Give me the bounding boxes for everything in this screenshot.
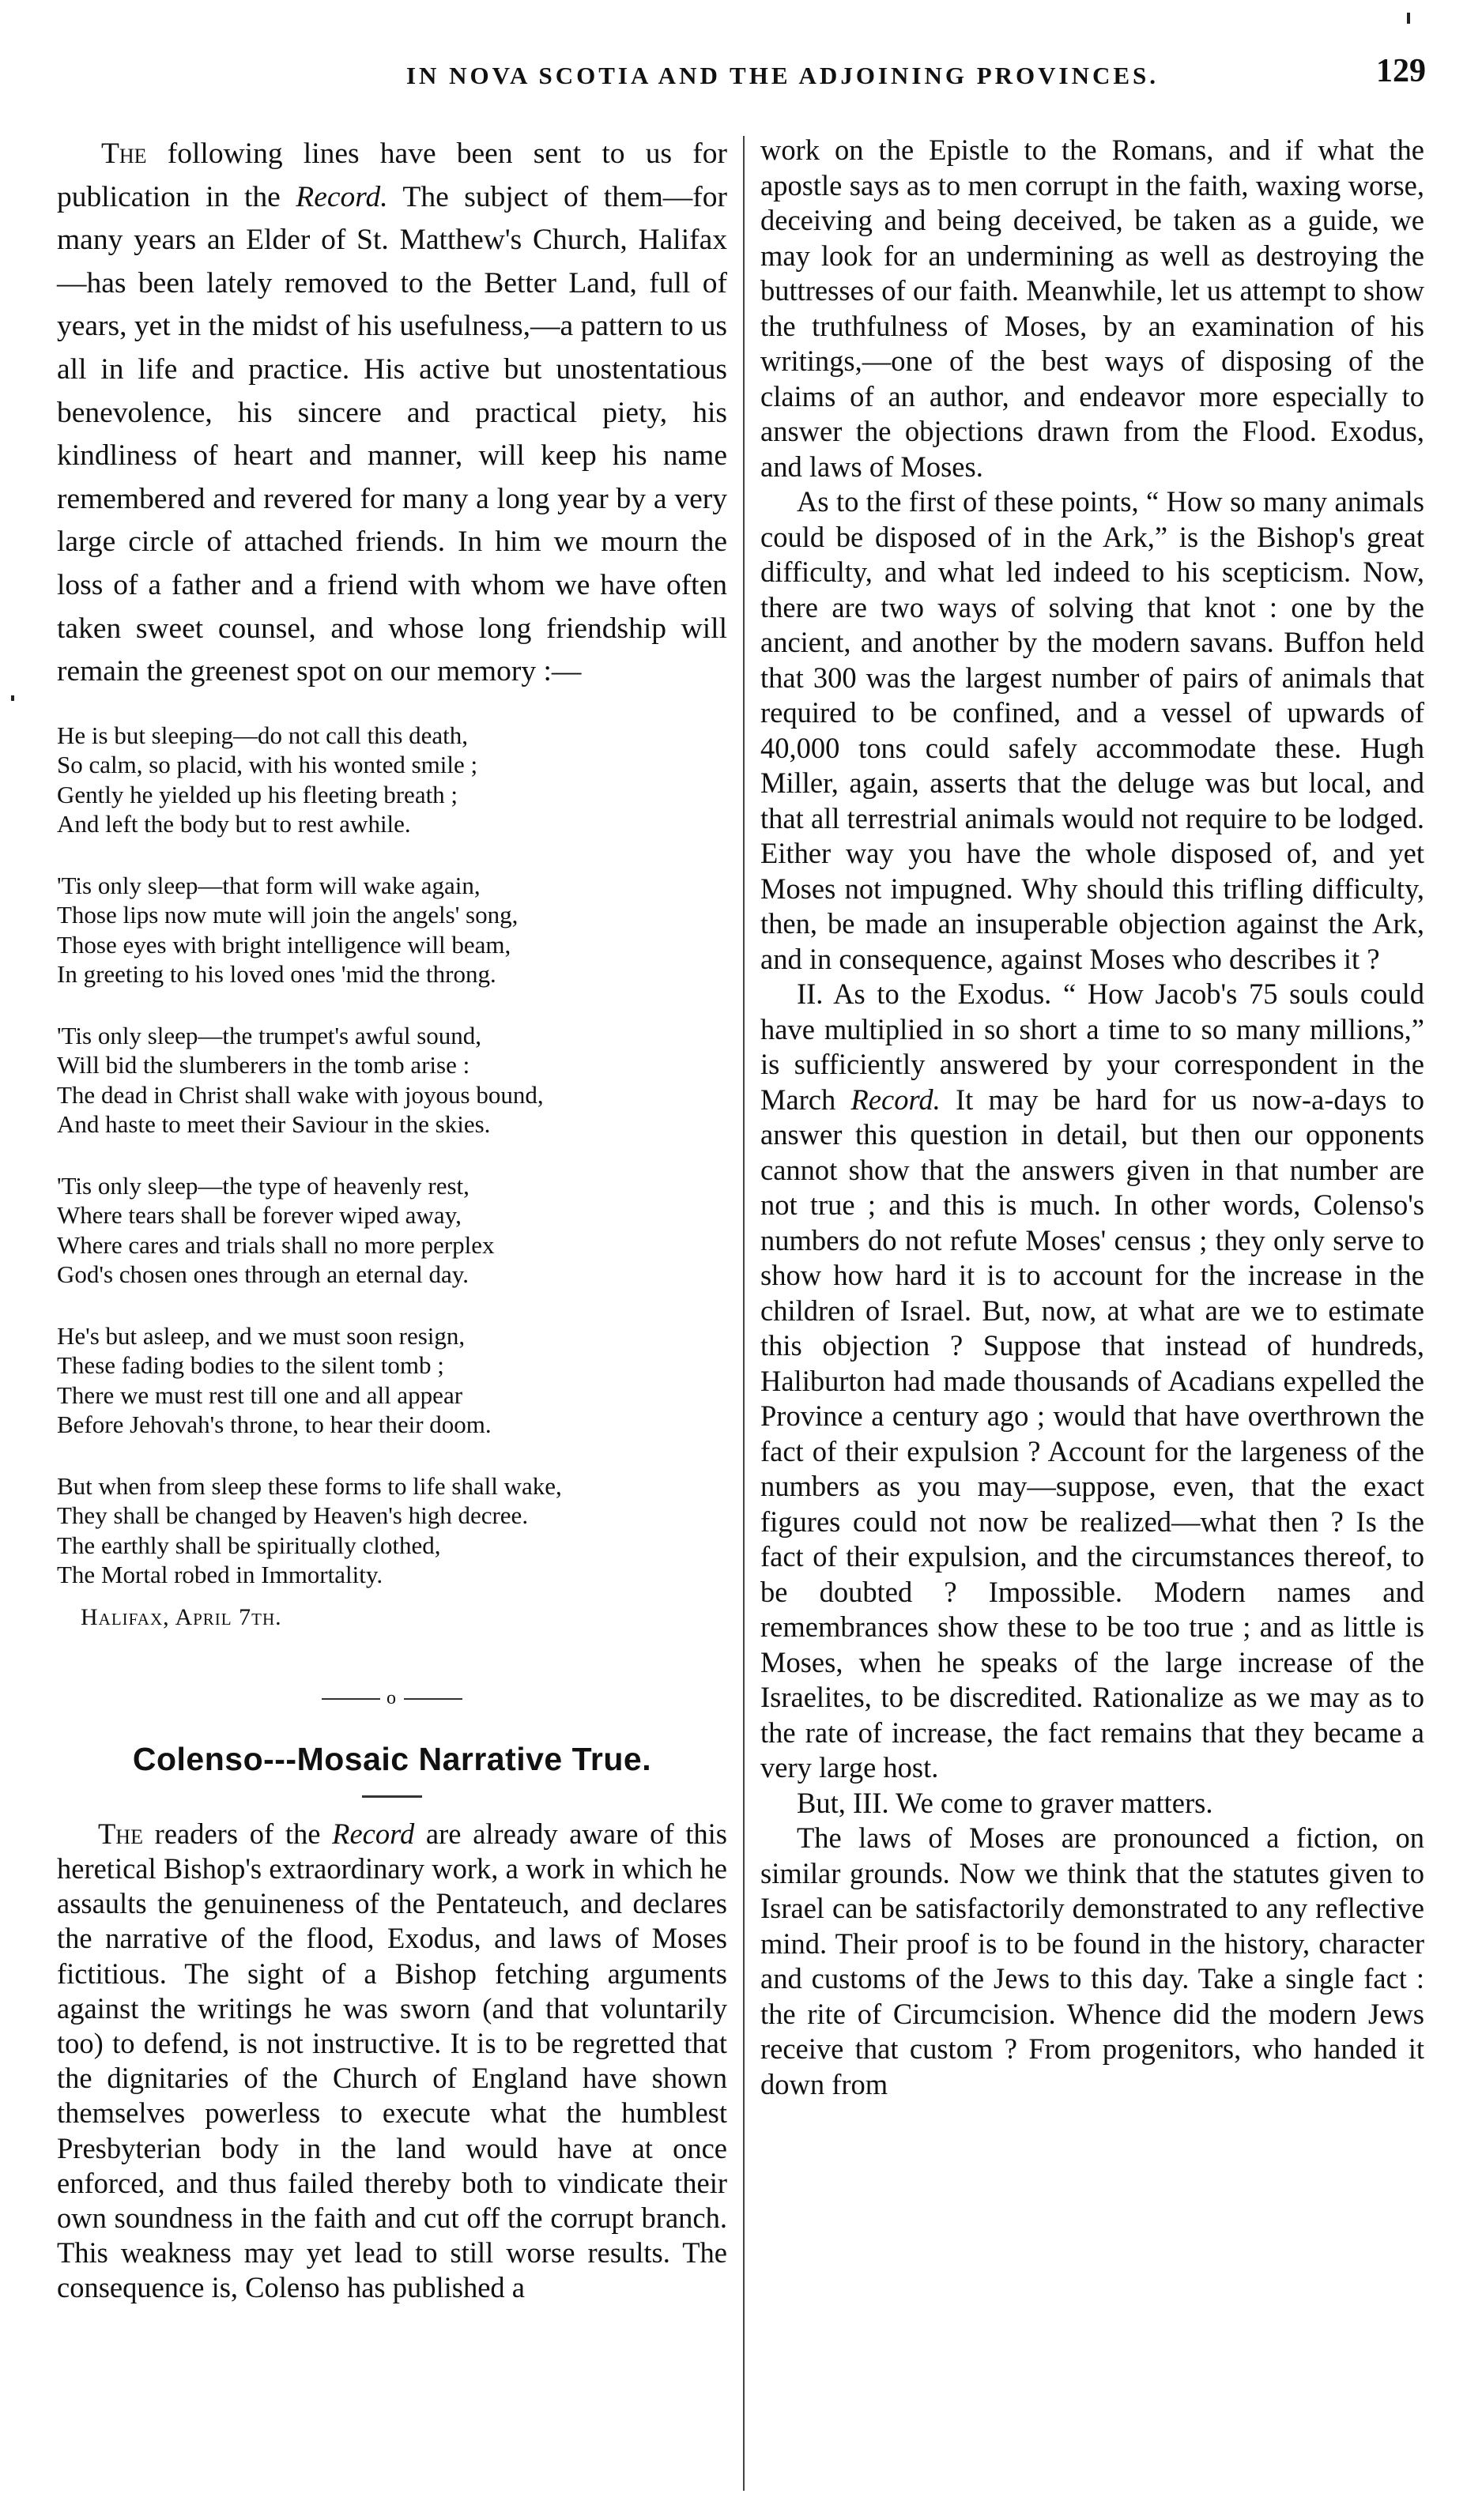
print-mark — [11, 695, 14, 701]
poem-line: The dead in Christ shall wake with joyous bound, — [57, 1080, 544, 1109]
poem-line: Before Jehovah's throne, to hear their doom. — [57, 1411, 492, 1439]
article-paragraph — [57, 1817, 727, 2306]
stanza — [57, 1471, 727, 1590]
article-text: II. As to the Exodus. “ How Jacob's 75 souls could have multiplied in so short a time to so many millions,” is sufficiently answered by your correspondent in the March — [760, 977, 1424, 1116]
poem-line: 'Tis only sleep—that form will wake again, — [57, 871, 481, 899]
poem-line: The earthly shall be spiritually clothed, — [57, 1531, 441, 1559]
article-text: are already aware of this heretical Bishop's extraordinary work, a work in which he assaults the genuineness of the Pentateuch, and declares the narrative of the flood, Exodus, and laws of Moses fictitious. The sight of a Bishop fetching arguments against the writings he was sworn (and that voluntarily too) to defend, is not instructive. It is to be regretted that the dignitaries of the Church of England have shown themselves powerless to execute what the humblest Presbyterian body in the land would have at once enforced, and thus failed thereby both to vindicate their own soundness in the faith and cut off the corrupt branch. This weakness may yet lead to still worse results. The consequence is, Colenso has published a — [57, 1817, 727, 2304]
intro-text: The subject of them—for many years an Elder of St. Matthew's Church, Halifax—has been lately removed to the Better Land, full of years, yet in the midst of his usefulness,—a pattern to us all in life and practice. His active but unostentatious benevolence, his sincere and practical piety, his kindliness of heart and manner, will keep his name remembered and revered for many a long year by a very large circle of attached friends. In him we mourn the loss of a father and a friend with whom we have often taken sweet counsel, and whose long friendship will remain the greenest spot on our memory :— — [57, 180, 727, 688]
divider-line — [404, 1698, 462, 1700]
poem-line: 'Tis only sleep—the type of heavenly rest, — [57, 1171, 470, 1200]
divider-line — [322, 1698, 380, 1700]
article-paragraph: But, III. We come to graver matters. — [797, 1786, 1213, 1819]
heading-rule — [362, 1795, 422, 1798]
print-mark — [1407, 13, 1410, 24]
poem-line: He's but asleep, and we must soon resign, — [57, 1321, 466, 1350]
section-divider — [321, 1688, 463, 1709]
intro-paragraph — [57, 133, 727, 694]
divider-mark: o — [387, 1687, 398, 1708]
stanza — [57, 1021, 727, 1139]
poem-line: 'Tis only sleep—the trumpet's awful sound, — [57, 1021, 482, 1049]
article-paragraph: The laws of Moses are pronounced a fiction, on similar grounds. Now we think that the statutes given to Israel can be satisfactorily demonstrated to any reflective mind. Their proof is to be found in the history, character and customs of the Jews to this day. Take a single fact : the rite of Circumcision. Whence did the modern Jews receive that custom ? From progenitors, who handed it down from — [760, 1821, 1424, 2100]
poem-line: The Mortal robed in Immortality. — [57, 1561, 383, 1589]
poem-line: There we must rest till one and all appear — [57, 1381, 463, 1409]
article-paragraph: work on the Epistle to the Romans, and if what the apostle says as to men corrupt in the faith, waxing worse, deceiving and being deceived, be taken as a guide, we may look for an undermining as well as destroying the buttresses of our faith. Meanwhile, let us attempt to show the truthfulness of Moses, by an examination of his writings,—one of the best ways of disposing of the claims of an author, and endeavor more especially to answer the objections drawn from the Flood. Exodus, and laws of Moses. — [760, 134, 1424, 483]
poem-line: Those eyes with bright intelligence will beam, — [57, 930, 511, 959]
page-number: 129 — [1376, 53, 1426, 89]
poem-line: And haste to meet their Saviour in the skies. — [57, 1110, 491, 1139]
record-title: Record. — [296, 180, 388, 213]
running-head: IN NOVA SCOTIA AND THE ADJOINING PROVINCES. — [405, 62, 1160, 89]
lead-word: The — [98, 1817, 143, 1850]
poem-line: And left the body but to rest awhile. — [57, 810, 411, 838]
poem-line: They shall be changed by Heaven's high decree. — [57, 1501, 529, 1530]
article-text: readers of the — [142, 1817, 333, 1850]
poem-line: God's chosen ones through an eternal day. — [57, 1260, 469, 1289]
right-column — [760, 133, 1424, 2102]
record-title: Record. — [850, 1083, 941, 1116]
poem-line: But when from sleep these forms to life shall wake, — [57, 1471, 562, 1500]
poem-line: Gently he yielded up his fleeting breath ; — [57, 780, 458, 808]
poem-line: Where tears shall be forever wiped away, — [57, 1201, 462, 1230]
stanza — [57, 721, 727, 839]
poem-line: In greeting to his loved ones 'mid the throng. — [57, 960, 496, 989]
poem-line: These fading bodies to the silent tomb ; — [57, 1351, 444, 1380]
stanza — [57, 1321, 727, 1440]
lead-word: The — [101, 137, 147, 170]
poem-line: Will bid the slumberers in the tomb arise : — [57, 1051, 470, 1079]
record-title: Record — [332, 1817, 415, 1850]
left-column — [57, 133, 727, 2306]
intro-text: following lines have been sent to us for publication in the — [57, 137, 727, 213]
article-paragraph — [760, 977, 1424, 1786]
dateline: Halifax, April 7th. — [81, 1603, 282, 1630]
poem-line: He is but sleeping—do not call this death, — [57, 721, 469, 749]
poem-line: Where cares and trials shall no more perplex — [57, 1230, 495, 1259]
article-paragraph: As to the first of these points, “ How so many animals could be disposed of in the Ark,” is the Bishop's great difficulty, and what led indeed to his scepticism. Now, there are two ways of solving that knot : one by the ancient, and another by the modern savans. Buffon held that 300 was the largest number of pairs of animals that required to be confined, and a vessel of upwards of 40,000 tons could safely accommodate these. Hugh Miller, again, asserts that the deluge was but local, and that all terrestrial animals would not require to be lodged. Either way you have the whole disposed of, and yet Moses not impugned. Why should this trifling difficulty, then, be made an insuperable objection against the Ark, and in consequence, against Moses who describes it ? — [760, 485, 1424, 975]
article-text: It may be hard for us now-a-days to answer this question in detail, but then our opponents cannot show that the answers given in that number are not true ; and this is much. In other words, Colenso's numbers do not refute Moses' census ; they only serve to show how hard it is to account for the increase in the children of Israel. But, now, at what are we to estimate this objection ? Suppose that instead of hundreds, Haliburton had made thousands of Acadians expelled the Province a century ago ; would that have overthrown the fact of their expulsion ? Account for the largeness of the numbers as you may—suppose, even, that the exact figures could not now be realized—what then ? Is the fact of their expulsion, and the circumstances thereof, to be doubted ? Impossible. Modern names and remembrances show these to be too true ; and as little is Moses, when he speaks of the large increase of the Israelites, to be discredited. Rationalize as we may as to the rate of increase, the fact remains that they became a very large host. — [760, 1083, 1424, 1784]
poem-line: Those lips now mute will join the angels' song, — [57, 901, 519, 929]
stanza — [57, 1171, 727, 1290]
poem — [57, 721, 727, 1590]
stanza — [57, 871, 727, 989]
poem-line: So calm, so placid, with his wonted smile ; — [57, 751, 478, 779]
column-rule — [743, 136, 745, 2491]
article-heading: Colenso---Mosaic Narrative True. — [132, 1740, 652, 1777]
